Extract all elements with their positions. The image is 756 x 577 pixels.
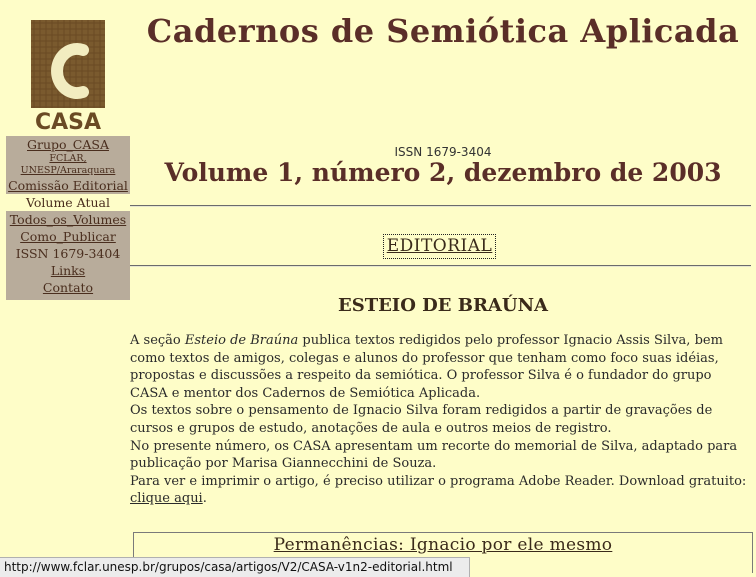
sidebar-item-volume-atual: Volume Atual <box>6 194 130 211</box>
paragraph-3: No presente número, os CASA apresentam um recorte do memorial de Silva, adaptado para publicação por Marisa Giannecchini de Souza. <box>130 438 738 472</box>
paragraph-2: Os textos sobre o pensamento de Ignacio Silva foram redigidos a partir de gravações de cursos e grupos de estudo, anotações de aula e outros meios de registro. <box>130 403 713 436</box>
sidebar-item-contato[interactable] <box>6 279 130 296</box>
sidebar-item-como-publicar[interactable] <box>6 228 130 245</box>
download-link[interactable]: clique aqui <box>130 491 203 507</box>
casa-logo[interactable] <box>31 20 105 132</box>
section-body <box>130 332 752 508</box>
todos-volumes-link[interactable]: Todos_os_Volumes <box>9 212 127 227</box>
sidebar-item-todos-volumes[interactable] <box>6 211 130 228</box>
article-link[interactable]: Permanências: Ignacio por ele mesmo <box>273 535 613 555</box>
contato-link[interactable]: Contato <box>42 280 94 295</box>
site-title: Cadernos de Semiótica Aplicada <box>146 12 740 50</box>
divider-top <box>130 205 751 207</box>
como-publicar-link[interactable]: Como_Publicar <box>20 229 116 244</box>
status-bar-url: http://www.fclar.unesp.br/grupos/casa/artigos/V2/CASA-v1n2-editorial.html <box>0 557 470 577</box>
sidebar-item-links[interactable] <box>6 262 130 279</box>
section-name: Esteio de Braúna <box>184 333 299 348</box>
article-title[interactable] <box>133 535 753 555</box>
unesp-link[interactable]: UNESP/Araraquara <box>20 165 116 176</box>
sidebar-item-issn: ISSN 1679-3404 <box>15 246 121 261</box>
comissao-editorial-link[interactable]: Comissão Editorial <box>8 178 128 193</box>
sidebar-item-fclar[interactable] <box>6 153 130 165</box>
logo-text: CASA <box>34 110 102 132</box>
grupo-casa-link[interactable]: Grupo_CASA <box>27 137 109 152</box>
issn-label: ISSN 1679-3404 <box>394 145 492 159</box>
fclar-link[interactable]: FCLAR, <box>49 153 87 164</box>
paragraph-4: Para ver e imprimir o artigo, é preciso utilizar o programa Adobe Reader. Download gratuito: clique aqui. <box>130 473 747 507</box>
section-title: ESTEIO DE BRAÚNA <box>337 295 549 316</box>
editorial-button[interactable] <box>383 234 496 259</box>
sidebar-nav <box>6 136 130 300</box>
sidebar-item-grupo-casa[interactable] <box>6 136 130 153</box>
divider-bottom <box>130 265 751 267</box>
paragraph-1: A seção Esteio de Braúna publica textos redigidos pelo professor Ignacio Assis Silva, bem como textos de amigos, colegas e alunos do professor que tenham como foco suas idéias, propostas e discussões a respeito da semiótica. O professor Silva é o fundador do grupo CASA e mentor dos Cadernos de Semiótica Aplicada. <box>130 333 723 401</box>
links-link[interactable]: Links <box>50 263 86 278</box>
editorial-link[interactable]: EDITORIAL <box>386 236 493 256</box>
sidebar-item-unesp[interactable] <box>6 165 130 177</box>
sidebar-item-comissao[interactable] <box>6 177 130 194</box>
volume-heading: Volume 1, número 2, dezembro de 2003 <box>164 158 722 187</box>
